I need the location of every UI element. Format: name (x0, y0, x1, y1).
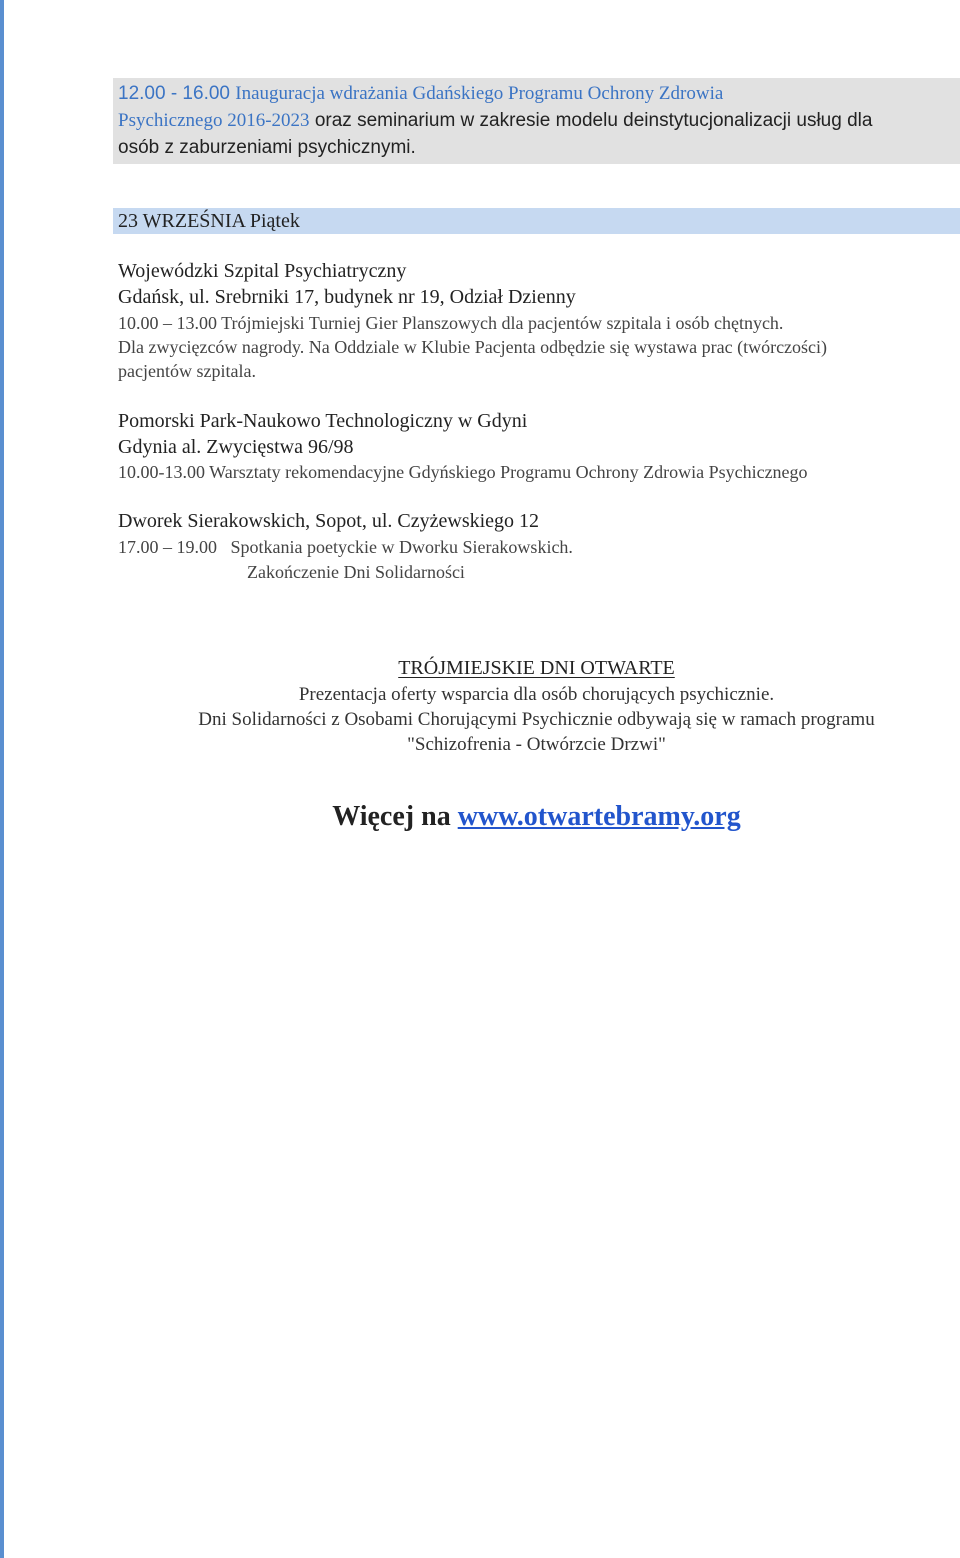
seminar-text: oraz seminarium w zakresie modelu deinstytucjonalizacji usług dla (309, 110, 873, 131)
event-3-line-2: Zakończenie Dni Solidarności (247, 562, 465, 582)
seminar-text-cont: osób z zaburzeniami psychicznymi. (118, 137, 416, 158)
footer-line-3: "Schizofrenia - Otwórzcie Drzwi" (407, 734, 666, 755)
venue-3: Dworek Sierakowskich, Sopot, ul. Czyżewskiego 12 (118, 510, 540, 532)
venue-1-address: Gdańsk, ul. Srebrniki 17, budynek nr 19, Odział Dzienny (118, 286, 576, 308)
event-1-line-2: Dla zwycięzców nagrody. Na Oddziale w Klubie Pacjenta odbędzie się wystawa prac (twórczości) (118, 337, 828, 357)
more-info (113, 801, 960, 833)
program-name: Psychicznego 2016-2023 (118, 110, 310, 131)
page-left-border (0, 0, 4, 1558)
venue-1-name: Wojewódzki Szpital Psychiatryczny (118, 260, 407, 282)
event-3-time: 17.00 – 19.00 (118, 537, 217, 557)
event-2: 10.00-13.00 Warsztaty rekomendacyjne Gdyńskiego Programu Ochrony Zdrowia Psychicznego (118, 462, 808, 482)
venue-2-name: Pomorski Park-Naukowo Technologiczny w Gdyni (118, 410, 528, 432)
inauguration-time: 12.00 - 16.00 (118, 83, 230, 104)
inauguration-text (118, 80, 958, 161)
inauguration-title: Inauguracja wdrażania Gdańskiego Programu Ochrony Zdrowia (235, 83, 724, 104)
more-info-prefix: Więcej na (332, 801, 458, 832)
date-header: 23 WRZEŚNIA Piątek (118, 210, 300, 232)
footer-line-2: Dni Solidarności z Osobami Chorującymi Psychicznie odbywają się w ramach programu (198, 709, 875, 730)
event-1-line-3: pacjentów szpitala. (118, 361, 256, 381)
footer-line-1: Prezentacja oferty wsparcia dla osób chorujących psychicznie. (298, 684, 775, 705)
website-link[interactable]: www.otwartebramy.org (457, 801, 741, 832)
footer-title (113, 657, 960, 680)
venue-2-address: Gdynia al. Zwycięstwa 96/98 (118, 436, 354, 458)
event-3-desc: Spotkania poetyckie w Dworku Sierakowskich. (230, 537, 573, 557)
event-3-line-1 (118, 535, 573, 559)
event-1-line-1: 10.00 – 13.00 Trójmiejski Turniej Gier Planszowych dla pacjentów szpitala i osób chętnych. (118, 313, 784, 333)
footer-title-text: TRÓJMIEJSKIE DNI OTWARTE (398, 657, 675, 679)
